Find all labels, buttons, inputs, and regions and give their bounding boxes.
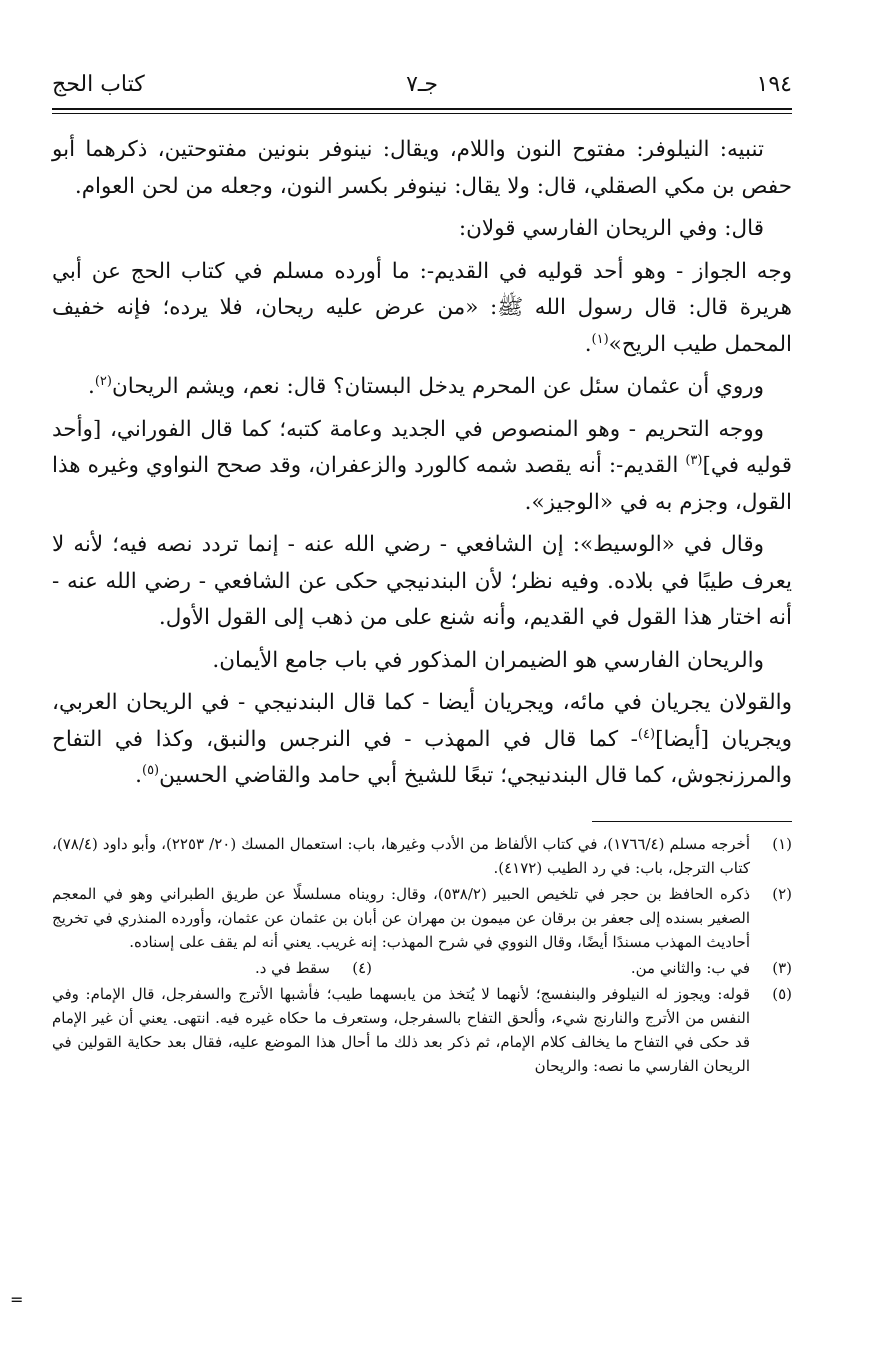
paragraph-text: وروي أن عثمان سئل عن المحرم يدخل البستان؟ قال: نعم، ويشم الريحان	[111, 374, 764, 399]
footnote-number: (٢)	[772, 884, 792, 903]
header-rule-thick	[52, 108, 792, 110]
paragraph-end: .	[135, 763, 142, 788]
footnote-number: (١)	[772, 834, 792, 853]
paragraph-text-cont: القديم-: أنه يقصد شمه كالورد والزعفران، وقد صحح النواوي وغيره هذا القول، وجزم به في «الوجيز».	[52, 453, 792, 515]
footnote-text: أخرجه مسلم (١٧٦٦/٤)، في كتاب الألفاظ من الأدب وغيرها، باب: استعمال المسك (٢٠/ ٢٢٥٣)، وأبو داود (٧٨/٤)، كتاب الترجل، باب: في رد الطيب (٤١٧٢).	[52, 834, 750, 877]
footnote-4	[255, 956, 372, 980]
margin-mark: =	[10, 1290, 24, 1309]
footnote-text: في ب: والثاني من.	[630, 958, 750, 977]
footnote-text: قوله: ويجوز له النيلوفر والبنفسج؛ لأنهما لا يُتخذ من يابسهما طيب؛ فأشبها الأترج والسفرجل، قال الإمام: وفي النفس من الأترج والنارنج شيء، وألحق التفاح بالسفرجل، وستعرف ما حكاه غيره فيه. انتهى. يعني أن غير الإمام قد حكى في التفاح ما يخالف كلام الإمام، ثم ذكر بعد ذلك ما أحال هذا الموضع عليه، فقال بعد حكاية القولين في الريحان الفارسي ما نصه: والريحان	[52, 984, 750, 1075]
footnotes	[52, 832, 792, 1078]
footnote-1	[52, 832, 792, 880]
paragraph-tahrim	[52, 412, 792, 522]
paragraph-end: .	[88, 374, 95, 399]
paragraph-end: .	[584, 331, 592, 357]
footnote-ref-2[interactable]: (٢)	[94, 373, 112, 389]
paragraph-text-cont: - كما قال في المهذب - في النرجس والنبق، وكذا في التفاح والمرزنجوش، كما قال البندنيجي؛ تبعًا للشيخ أبي حامد والقاضي الحسين	[52, 726, 792, 788]
paragraph-text: ووجه التحريم - وهو المنصوص في الجديد وعامة كتبه؛ كما قال الفوراني، [وأحد قوليه في]	[52, 416, 792, 478]
footnote-separator	[592, 821, 792, 822]
footnote-number: (٤)	[352, 958, 372, 977]
footnote-ref-4[interactable]: (٤)	[637, 726, 656, 742]
volume-label: جـ٧	[406, 72, 438, 97]
running-header	[52, 70, 792, 108]
paragraph-tanbih: تنبيه: النيلوفر: مفتوح النون واللام، ويقال: نينوفر بنونين مفتوحتين، ذكرهما أبو حفص بن مكي الصقلي، قال: ولا يقال: نينوفر بكسر النون، وجعله من لحن العوام.	[52, 137, 792, 199]
page-number: ١٩٤	[756, 72, 792, 97]
footnote-ref-3[interactable]: (٣)	[685, 452, 703, 468]
paragraph-uthman	[52, 369, 792, 406]
paragraph-wasit: وقال في «الوسيط»: إن الشافعي - رضي الله عنه - إنما تردد نصه فيه؛ لأنه لا يعرف طيبًا في بلاده. وفيه نظر؛ لأن البندنيجي حكى عن الشافعي - رضي الله عنه - أنه اختار هذا القول في القديم، وأنه شنع على من ذهب إلى القول الأول.	[52, 532, 792, 630]
footnote-text: ذكره الحافظ بن حجر في تلخيص الحبير (٥٣٨/٢)، وقال: رويناه مسلسلًا عن طريق الطبراني وهو في المعجم الصغير بسنده إلى جعفر بن برقان عن ميمون بن مهران عن أبان بن عثمان عن عثمان، وأورده المنذري في تخريج أحاديث المهذب مسندًا أيضًا، وقال النووي في شرح المهذب: إنه غريب. يعني أنه لم يقف على إسناده.	[52, 884, 750, 951]
main-text	[52, 132, 792, 795]
footnote-2	[52, 882, 792, 954]
footnote-text: سقط في د.	[254, 958, 330, 977]
paragraph-farisi: والريحان الفارسي هو الضيمران المذكور في باب جامع الأيمان.	[212, 647, 764, 673]
header-rule-thin	[52, 113, 792, 114]
paragraph-text: وجه الجواز - وهو أحد قوليه في القديم-: ما أورده مسلم في كتاب الحج عن أبي هريرة قال: قال رسول الله ﷺ: «من عرض عليه ريحان، فلا يرده؛ فإنه خفيف المحمل طيب الريح»	[52, 258, 792, 357]
footnote-number: (٥)	[772, 984, 792, 1003]
paragraph-qala: قال: وفي الريحان الفارسي قولان:	[458, 216, 764, 241]
paragraph-text: والقولان يجريان في مائه، ويجريان أيضا - كما قال البندنيجي - في الريحان العربي، ويجريان [أيضا]	[52, 690, 792, 752]
footnote-5	[52, 982, 792, 1078]
paragraph-wajh-aljawaz	[52, 254, 792, 364]
footnote-number: (٣)	[772, 958, 792, 977]
footnote-ref-5[interactable]: (٥)	[141, 762, 160, 778]
book-title: كتاب الحج	[52, 72, 145, 97]
footnote-ref-1[interactable]: (١)	[591, 331, 609, 347]
page	[52, 70, 792, 1080]
footnote-3	[372, 956, 792, 980]
footnote-3-4-row	[52, 956, 792, 980]
paragraph-qawlan	[52, 685, 792, 795]
